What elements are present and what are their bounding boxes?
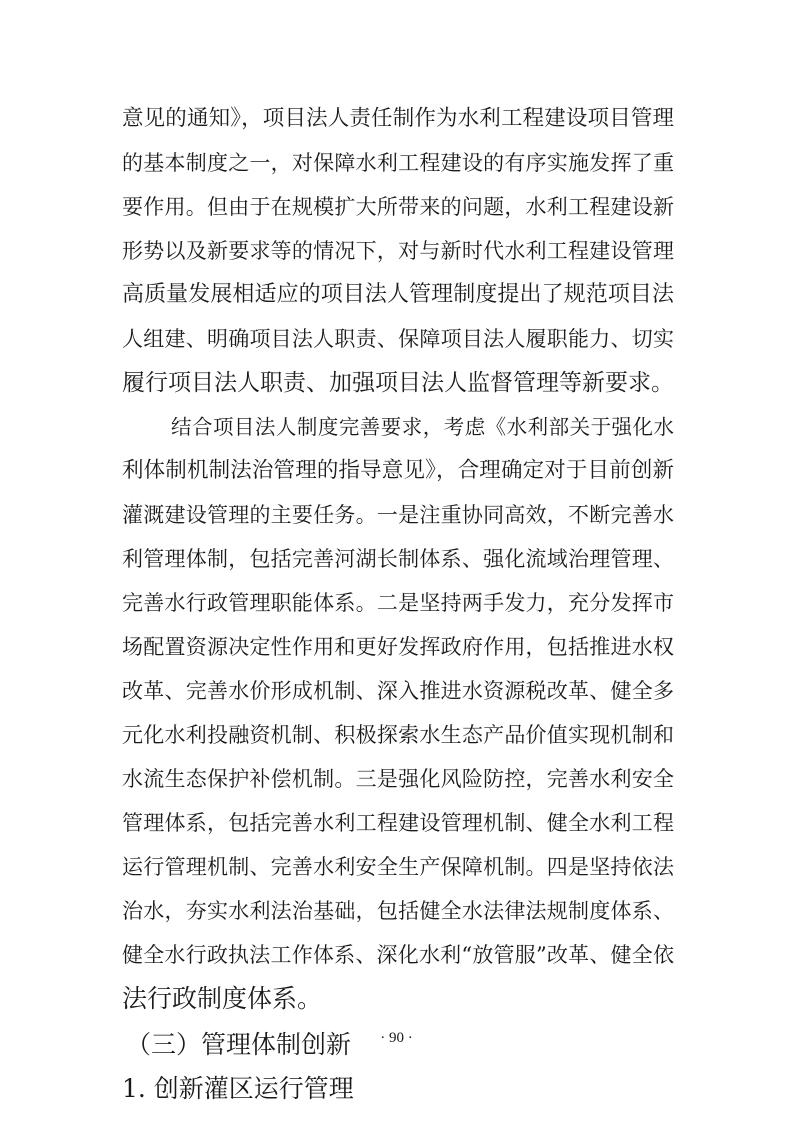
paragraph-1-line-1: 意见的通知》，项目法人责任制作为水利工程建设项目管理	[122, 106, 674, 131]
paragraph-1-line-7: 履行项目法人职责、加强项目法人监督管理等新要求。	[122, 370, 674, 396]
paragraph-2-line-14: 法行政制度体系。	[122, 984, 323, 1013]
paragraph-1-line-3: 要作用。但由于在规模扩大所带来的问题，水利工程建设新	[122, 195, 674, 219]
paragraph-2-line-6: 场配置资源决定性作用和更好发挥政府作用，包括推进水权	[122, 635, 674, 659]
paragraph-2-line-13: 健全水行政执法工作体系、深化水利“放管服”改革、健全依	[122, 943, 674, 967]
paragraph-1-line-2: 的基本制度之一，对保障水利工程建设的有序实施发挥了重	[122, 151, 674, 175]
paragraph-2-line-5: 完善水行政管理职能体系。二是坚持两手发力，充分发挥市	[122, 591, 674, 615]
section-heading: （三）管理体制创新	[126, 1030, 352, 1059]
paragraph-1-line-5: 高质量发展相适应的项目法人管理制度提出了规范项目法	[122, 282, 674, 307]
paragraph-2-line-7: 改革、完善水价形成机制、深入推进水资源税改革、健全多	[122, 679, 674, 703]
subsection-heading: 1. 创新灌区运行管理	[122, 1074, 354, 1103]
paragraph-2-line-4: 利管理体制，包括完善河湖长制体系、强化流域治理管理、	[122, 547, 674, 571]
page-number: · 90 ·	[380, 1030, 413, 1046]
paragraph-2-line-8: 元化水利投融资机制、积极探索水生态产品价值实现机制和	[122, 723, 674, 747]
paragraph-1-line-4: 形势以及新要求等的情况下，对与新时代水利工程建设管理	[122, 239, 674, 263]
paragraph-1-line-6: 人组建、明确项目法人职责、保障项目法人履职能力、切实	[122, 327, 674, 351]
paragraph-2-line-2: 利体制机制法治管理的指导意见》，合理确定对于目前创新	[122, 458, 674, 483]
paragraph-2-line-12: 治水，夯实水利法治基础，包括健全水法律法规制度体系、	[122, 899, 674, 923]
paragraph-2-line-3: 灌溉建设管理的主要任务。一是注重协同高效，不断完善水	[122, 503, 674, 527]
paragraph-2-line-9: 水流生态保护补偿机制。三是强化风险防控，完善水利安全	[122, 767, 674, 791]
paragraph-2-line-11: 运行管理机制、完善水利安全生产保障机制。四是坚持依法	[122, 855, 674, 879]
paragraph-2-line-1: 结合项目法人制度完善要求，考虑《水利部关于强化水	[171, 415, 674, 439]
paragraph-2-line-10: 管理体系，包括完善水利工程建设管理机制、健全水利工程	[122, 811, 674, 835]
